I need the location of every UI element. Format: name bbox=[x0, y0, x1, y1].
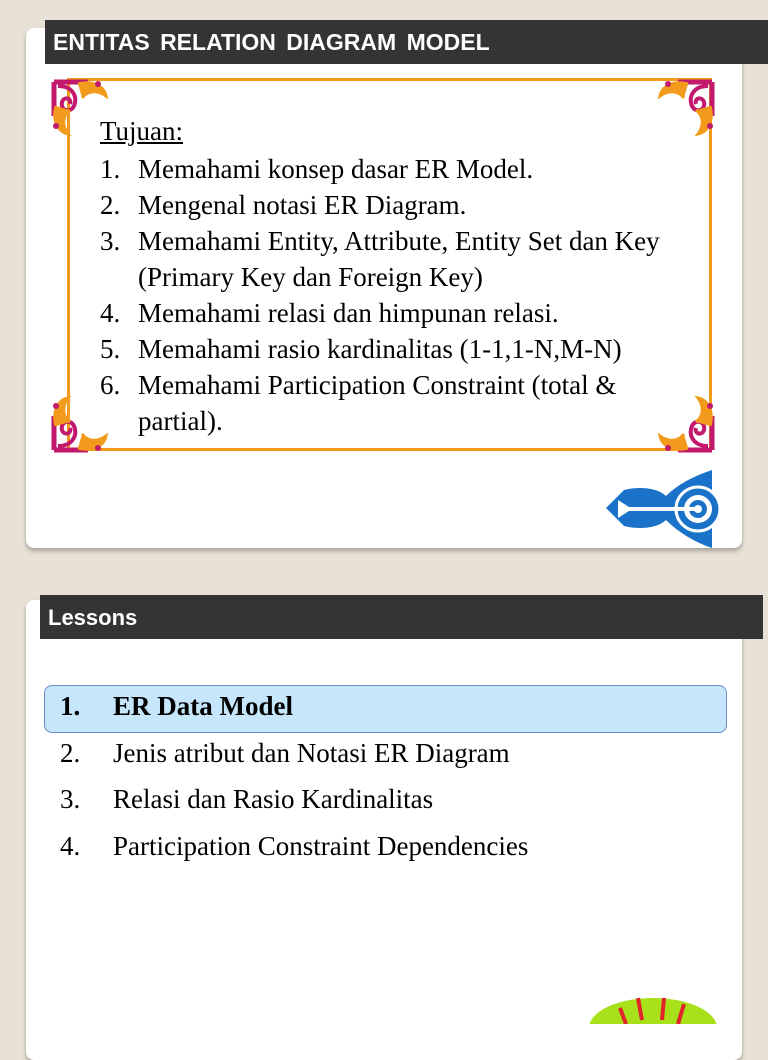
list-item bbox=[100, 151, 690, 187]
lesson-item[interactable] bbox=[60, 686, 720, 733]
list-number: 1. bbox=[100, 154, 121, 184]
objectives-heading: Tujuan: bbox=[100, 116, 184, 146]
list-item bbox=[100, 331, 690, 367]
list-number: 3. bbox=[100, 226, 121, 256]
lesson-text: Relasi dan Rasio Kardinalitas bbox=[113, 784, 434, 814]
target-arrow-icon bbox=[606, 468, 724, 550]
list-number: 5. bbox=[100, 334, 121, 364]
sun-decoration-icon bbox=[588, 994, 718, 1024]
lesson-text: Jenis atribut dan Notasi ER Diagram bbox=[113, 737, 510, 768]
list-number: 3. bbox=[60, 784, 81, 814]
objectives-list bbox=[100, 151, 690, 439]
list-number: 2. bbox=[60, 737, 81, 768]
list-number: 4. bbox=[100, 298, 121, 328]
lesson-text: ER Data Model bbox=[113, 691, 293, 721]
list-number: 6. bbox=[100, 370, 121, 400]
list-text: Mengenal notasi ER Diagram. bbox=[138, 190, 467, 220]
list-number: 2. bbox=[100, 190, 121, 220]
list-text: Memahami konsep dasar ER Model. bbox=[138, 154, 534, 184]
list-text: Memahami rasio kardinalitas (1-1,1-N,M-N) bbox=[138, 334, 622, 364]
list-item bbox=[100, 187, 690, 223]
slide-title: ENTITAS RELATION DIAGRAM MODEL bbox=[45, 20, 768, 64]
corner-ornament-icon bbox=[642, 76, 718, 140]
list-item bbox=[100, 223, 690, 295]
lesson-item[interactable] bbox=[60, 826, 720, 873]
slide-title: Lessons bbox=[40, 595, 763, 639]
list-number: 4. bbox=[60, 830, 81, 861]
list-item bbox=[100, 367, 690, 439]
list-number: 1. bbox=[60, 691, 81, 721]
lesson-item[interactable] bbox=[60, 779, 720, 826]
lesson-text: Participation Constraint Dependencies bbox=[113, 830, 529, 861]
list-text: Memahami Participation Constraint (total & partial). bbox=[138, 370, 617, 436]
list-item bbox=[100, 295, 690, 331]
lesson-item[interactable] bbox=[60, 733, 720, 780]
lessons-list bbox=[60, 686, 720, 872]
list-text: Memahami Entity, Attribute, Entity Set dan Key (Primary Key dan Foreign Key) bbox=[138, 226, 660, 292]
list-text: Memahami relasi dan himpunan relasi. bbox=[138, 298, 559, 328]
